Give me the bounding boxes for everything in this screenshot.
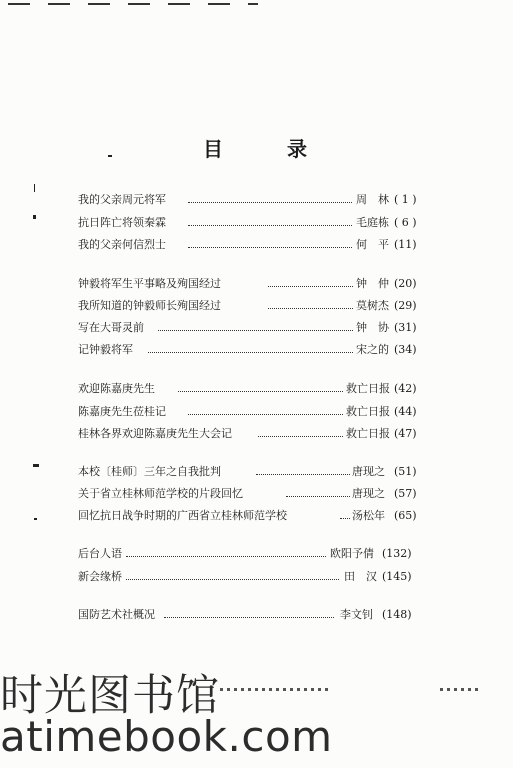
watermark-url: atimebook.com: [0, 712, 333, 761]
toc-leader-dots: [188, 247, 352, 248]
toc-leader-dots: [268, 308, 353, 309]
toc-entry: [78, 606, 438, 624]
page-title: [0, 133, 513, 163]
toc-entry-page: (65): [394, 509, 417, 522]
toc-entry: [78, 568, 438, 586]
toc-entry-page: (57): [394, 487, 417, 500]
toc-entry-title: 写在大哥灵前: [78, 321, 144, 334]
toc-entry-page: ( 1 ): [394, 193, 417, 206]
toc-entry-author: 汤松年: [352, 509, 385, 522]
toc-entry-page: (44): [394, 405, 417, 418]
toc-entry-author: 周 林: [356, 193, 389, 206]
watermark-chinese: 时光图书馆: [0, 671, 220, 721]
toc-entry: [78, 319, 438, 337]
toc-entry-title: 我的父亲何信烈士: [78, 238, 166, 251]
toc-entry-page: (148): [382, 608, 412, 621]
toc-entry-title: 欢迎陈嘉庚先生: [78, 382, 155, 395]
toc-entry-title: 后台人语: [78, 547, 122, 560]
toc-leader-dots: [258, 436, 343, 437]
toc-entry-title: 新会缘桥: [78, 570, 122, 583]
toc-entry-title: 陈嘉庚先生莅桂记: [78, 405, 166, 418]
toc-entry-author: 李文钊: [340, 608, 373, 621]
scan-speck: [33, 464, 39, 467]
toc-entry-title: 回忆抗日战争时期的广西省立桂林师范学校: [78, 509, 287, 522]
toc-entry-title: 我所知道的钟毅师长殉国经过: [78, 299, 221, 312]
toc-entry: [78, 545, 438, 563]
toc-entry-author: 田 汉: [344, 570, 377, 583]
toc-leader-dots: [188, 225, 352, 226]
toc-entry-page: (29): [394, 299, 417, 312]
scan-speck: [108, 155, 112, 157]
toc-entry-author: 唐现之: [352, 465, 385, 478]
toc-leader-dots: [148, 352, 353, 353]
toc-entry-title: 我的父亲周元将军: [78, 193, 166, 206]
toc-entry-page: (47): [394, 427, 417, 440]
toc-leader-dots: [164, 617, 334, 618]
scan-speck: [34, 518, 37, 520]
toc-leader-dots: [188, 414, 343, 415]
toc-entry-title: 钟毅将军生平事略及殉国经过: [78, 277, 221, 290]
title-char-left: 目: [203, 137, 223, 161]
scan-speck: [33, 215, 36, 219]
toc-entry: [78, 214, 438, 232]
toc-entry-author: 唐现之: [352, 487, 385, 500]
toc-leader-dots: [126, 579, 339, 580]
toc-entry: [78, 236, 438, 254]
toc-entry: [78, 191, 438, 209]
scan-speck: [34, 184, 35, 192]
toc-entry-title: 桂林各界欢迎陈嘉庚先生大会记: [78, 427, 232, 440]
toc-entry-author: 宋之的: [356, 343, 389, 356]
toc-leader-dots: [126, 556, 326, 557]
toc-entry: [78, 507, 438, 525]
toc-entry-page: (51): [394, 465, 417, 478]
toc-entry-title: 国防艺术社概况: [78, 608, 155, 621]
toc-entry-author: 毛庭栋: [356, 216, 389, 229]
toc-leader-dots: [256, 474, 350, 475]
toc-entry: [78, 425, 438, 443]
toc-entry-page: (34): [394, 343, 417, 356]
toc-entry: [78, 275, 438, 293]
scan-noise: [440, 688, 480, 691]
toc-entry: [78, 380, 438, 398]
toc-entry: [78, 297, 438, 315]
toc-entry: [78, 485, 438, 503]
toc-leader-dots: [158, 330, 353, 331]
toc-entry-page: (145): [382, 570, 412, 583]
toc-entry-title: 记钟毅将军: [78, 343, 133, 356]
toc-entry-page: (31): [394, 321, 417, 334]
toc-entry-page: ( 6 ): [394, 216, 417, 229]
toc-entry-author: 钟 协: [356, 321, 389, 334]
toc-entry-author: 救亡日报: [346, 427, 390, 440]
toc-entry-author: 救亡日报: [346, 405, 390, 418]
toc-leader-dots: [340, 518, 350, 519]
toc-entry-title: 关于省立桂林师范学校的片段回忆: [78, 487, 243, 500]
toc-leader-dots: [178, 391, 343, 392]
toc-entry-author: 何 平: [356, 238, 389, 251]
toc-entry-author: 欧阳予倩: [330, 547, 374, 560]
toc-entry: [78, 463, 438, 481]
toc-entry-author: 救亡日报: [346, 382, 390, 395]
toc-entry-page: (20): [394, 277, 417, 290]
toc-entry-page: (11): [394, 238, 417, 251]
toc-entry-author: 钟 仲: [356, 277, 389, 290]
toc-leader-dots: [188, 202, 352, 203]
toc-entry: [78, 341, 438, 359]
toc-entry-title: 抗日阵亡将领秦霖: [78, 216, 166, 229]
toc-leader-dots: [286, 496, 350, 497]
toc-entry-title: 本校〔桂师〕三年之自我批判: [78, 465, 221, 478]
scan-noise: [220, 688, 330, 691]
toc-leader-dots: [268, 286, 353, 287]
toc-entry-page: (42): [394, 382, 417, 395]
toc-entry: [78, 403, 438, 421]
toc-entry-page: (132): [382, 547, 412, 560]
top-border-dashes: [8, 3, 258, 7]
toc-entry-author: 莫树杰: [356, 299, 389, 312]
title-char-right: 录: [287, 137, 307, 161]
